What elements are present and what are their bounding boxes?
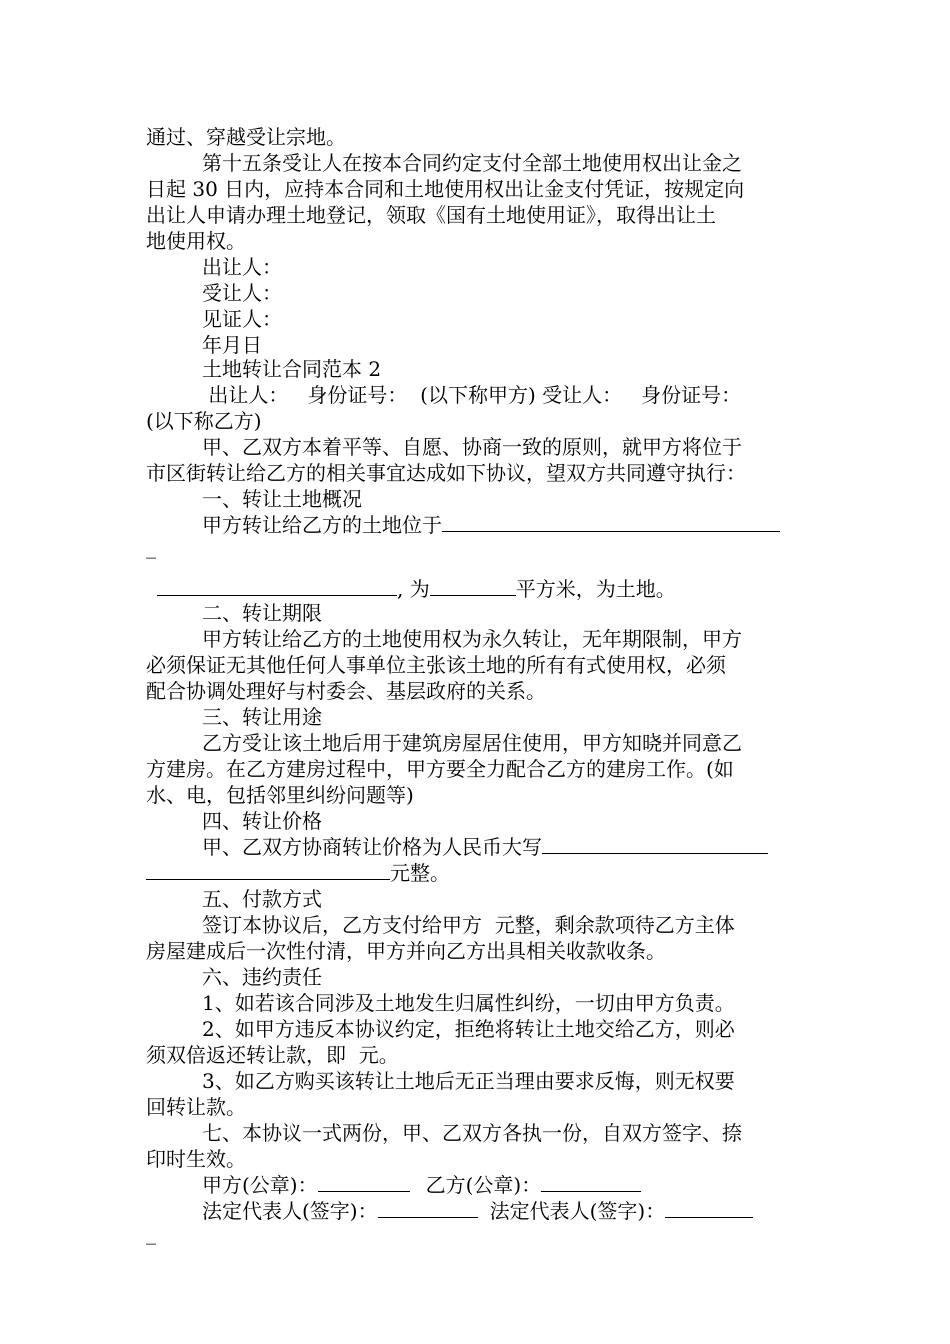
text-line [202,512,780,538]
party-b-rep-label: 法定代表人(签字)： [489,1199,666,1223]
section-heading: 四、转让价格 [202,809,322,833]
text-line: 七、本协议一式两份，甲、乙双方各执一份，自双方签字、捺 [202,1121,742,1145]
section-heading: 六、违约责任 [202,965,322,989]
text-line: 日起 30 日内，应持本合同和土地使用权出让金支付凭证，按规定向 [146,177,745,201]
text-line: 必须保证无其他任何人事单位主张该土地的所有有式使用权，必须 [146,653,726,677]
text-line: 通过、穿越受让宗地。 [146,125,346,149]
location-blank [157,576,397,596]
text-line: 签订本协议后，乙方支付给甲方 元整，剩余款项待乙方主体 [202,913,735,937]
party-b-seal-label: 乙方(公章)： [425,1173,542,1197]
text-line: 第十五条受让人在按本合同约定支付全部土地使用权出让金之 [202,151,742,175]
text-line: 市区街转让给乙方的相关事宜达成如下协议，望双方共同遵守执行： [146,461,746,485]
price-blank [542,834,768,854]
text-line: 印时生效。 [146,1147,246,1171]
signature-line-representative [202,1198,753,1224]
text-line: 水、电，包括邻里纠纷问题等) [146,783,414,807]
text-line: 方建房。在乙方建房过程中，甲方要全力配合乙方的建房工作。(如 [146,757,734,781]
text-line: 3、如乙方购买该转让土地后无正当理由要求反悔，则无权要 [202,1069,735,1093]
text-line: 出让人申请办理土地登记，领取《国有土地使用证》，取得出让土 [146,203,716,227]
text-line: 出让人： 身份证号： (以下称甲方) 受让人： 身份证号： [202,383,742,407]
section-heading: 二、转让期限 [202,601,322,625]
area-unit: 平方米，为土地。 [515,577,676,601]
signature-line-seal [202,1172,641,1198]
land-location-blank [442,512,780,532]
text-line: 甲方转让给乙方的土地使用权为永久转让，无年期限制，甲方 [202,627,742,651]
text-line: 出让人： [202,255,282,279]
price-blank-continued [146,860,390,880]
party-a-rep-label: 法定代表人(签字)： [202,1199,378,1223]
text-line: 甲、乙双方本着平等、自愿、协商一致的原则，就甲方将位于 [202,435,742,459]
party-a-rep-blank [378,1198,478,1218]
text-line: 须双倍返还转让款，即 元。 [146,1043,399,1067]
party-b-rep-blank [665,1198,753,1218]
text-line: 回转让款。 [146,1095,246,1119]
section-heading: 五、付款方式 [202,887,322,911]
land-location-label: 甲方转让给乙方的土地位于 [202,513,442,537]
text-line: 房屋建成后一次性付清，甲方并向乙方出具相关收款收条。 [146,939,666,963]
text-line: 见证人： [202,307,282,331]
party-a-seal-label: 甲方(公章)： [202,1173,318,1197]
text-line [146,860,450,886]
section-heading: 一、转让土地概况 [202,487,362,511]
text-line: 配合协调处理好与村委会、基层政府的关系。 [146,679,546,703]
section-title: 土地转让合同范本 2 [202,357,382,381]
price-unit: 元整。 [390,861,450,885]
text-line: 2、如甲方违反本协议约定，拒绝将转让土地交给乙方，则必 [202,1017,735,1041]
text-line: _ [146,535,156,559]
text-line: 乙方受让该土地后用于建筑房屋居住使用，甲方知晓并同意乙 [202,731,742,755]
section-heading: 三、转让用途 [202,705,322,729]
text-line: 受让人： [202,281,282,305]
text-line: (以下称乙方) [146,409,262,433]
area-label: , 为 [397,577,430,601]
text-line: 年月日 [202,333,262,357]
price-label: 甲、乙双方协商转让价格为人民币大写 [202,835,542,859]
text-line [202,834,768,860]
text-line: 1、如若该合同涉及土地发生归属性纠纷，一切由甲方负责。 [202,991,735,1015]
text-line: _ [146,1221,156,1245]
text-line [157,576,676,602]
area-blank [430,576,516,596]
text-line: 地使用权。 [146,229,246,253]
party-a-seal-blank [318,1172,410,1192]
party-b-seal-blank [541,1172,641,1192]
